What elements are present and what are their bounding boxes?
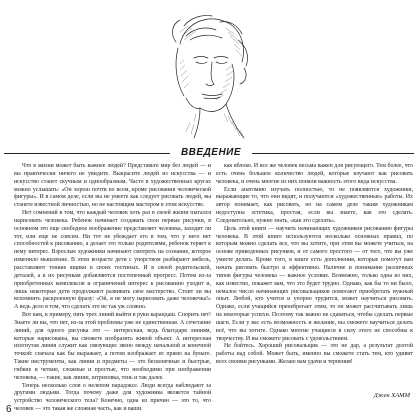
paragraph: Цель этой книги — научить начинающих художников рисованию фигуры человека. В этой книге используются несколько основных правил, по которым можно сделать все, что вы хотите, при этом вы можете учиться, на основе приведенных рисунков, и от самого простого — от того, что вы уже умеете делать. Кроме того, в книге есть дополнения, которые помогут вам начать рисовать быстро и эффективно. Наличие и понимание различных типов фигуры человека — важное условие. Возможно, только одна из них, как известно, покажет вам, что это будет трудно. Однако, как бы то ни было, немалое число начинающих рисовальщиков помогают приобретать нужный опыт. Любой, кто учится и упорно трудится, может научиться рисовать. Однако, если учащийся пренебрегает этим, то он может рассчитывать лишь на некоторые успехи. Поэтому так важно не сдаваться, чтобы сделать первые шаги. Если у вас есть возможность и желание, вы сможете научиться делать всё, что вы хотите. Однако многие учащиеся в силу этого не способны к творчеству. И вы сможете рисовать с удовольствием.: [216, 225, 413, 342]
paragraph: Вот вам, к примеру, пять трех линий выйти в руки карандаш. Спорить нет! Знаете ли вы, что нет, из-за этой проблемы уже не единственная. А сочетание линий, для одного рисунка это — интересная, ведь благодаря линиям, которые нарисованы, вы сможете изобразить живой объект. А интересная изогнутая линия служит как связующее звено между начальной и конечной точкой: сначала как бы выражает, а потом изображает ее прямо на бумаге. Такие инструменты, как линии и предметы — это бесконечные и быстрые, гибкие и четкие, сложные и простые, что необходимо при изображении человека, — такие, как линии, штриховка, тень и так далее.: [14, 312, 211, 381]
author-signature: Джек ХАММ: [373, 392, 410, 399]
text-column-right: [216, 163, 413, 367]
paragraph: Нет сомнений в том, что каждый человек хоть раз в своей жизни пытался нарисовать человека. Ребенок начинает создавать свои первые рисунки, в основном это еще свободное воображение представляет человека, заходит ли тот, или еще не совсем. Ни тот не убеждает его в том, что у него нет способностей к рисованию, а делает это только родителями, ребенок теряет к нему интерес. Взрослые художники начинают смотреть на сознание, которое изменило мышление. В этом возрасте дети с упорством разбирают мебель, расставляют тонкие ящики в своих гостиных. И в своей родительской, деталей, а к их рисункам добавляются постепенный прогресс. Потом из-за приобретенных комплексов и ограничений интерес к рисованию уходит и, лишь некоторые дети продолжают развивать свое мастерство. Стоит ли вы вспомнить раскроенную фразу: «Ой, я не могу нарисовать даже человечка!» А ведь дело в том, что сделать это не так уж сложно.: [14, 210, 211, 311]
paragraph: Если анатомию изучать полностью, то не появляются художники, выражающие то, что они видят, и получаются «художественные» работы. Их автор понимает, как рисовать, но на самом деле таким художникам недоступна эстетика, простая, если вы знаете, как это сделать. Следовательно, нужно знать, «как это сделать».: [216, 186, 413, 224]
paragraph: Не бойтесь. Хороший рисовальщик — это не дар, а результат долгой работы над собой. Может быть, именно вы сможете стать тем, кто удивит всех своими рисунками. Желаю вам удачи и терпения!: [216, 343, 413, 366]
paragraph: Что в жизни может быть важнее людей? Представьте мир без людей — и вы практически ничего не увидите. Выкрасите людей из искусства — и искусство станет скучным и однообразным. Часто в художественных кругах можно услышать: «Он хорош почти во всем, кроме рисования человеческой фигуры». И в самом деле, если вы не умеете как следует рисовать людей, вы станете известной личностью, но не настоящим мастером в этом искусстве.: [14, 163, 211, 209]
text-column-left: [14, 163, 211, 414]
heading-bar: [4, 146, 414, 160]
paragraph: Теперь несколько слов о нелепом парадоксе. Люди всегда наблюдают за другими людьми. Тогда почему даже для художника является тайной устройство человеческого тела? Конечно, одна из причин — это то, что человек — это такая же сложная часть, как и ваши.: [14, 382, 211, 413]
portrait-illustration: [150, 4, 260, 144]
heading-rule-left: [4, 153, 170, 154]
heading-rule-right: [252, 153, 414, 154]
paragraph: как яблоко. И все же человек весьма важен для рисующего. Тем более, что есть очень большое количество людей, которые изучают как рисовать человека, и очень многие из них поняли важность этого вида искусства.: [216, 163, 413, 185]
section-heading: ВВЕДЕНИЕ: [180, 147, 242, 158]
page-number: 6: [6, 404, 12, 415]
